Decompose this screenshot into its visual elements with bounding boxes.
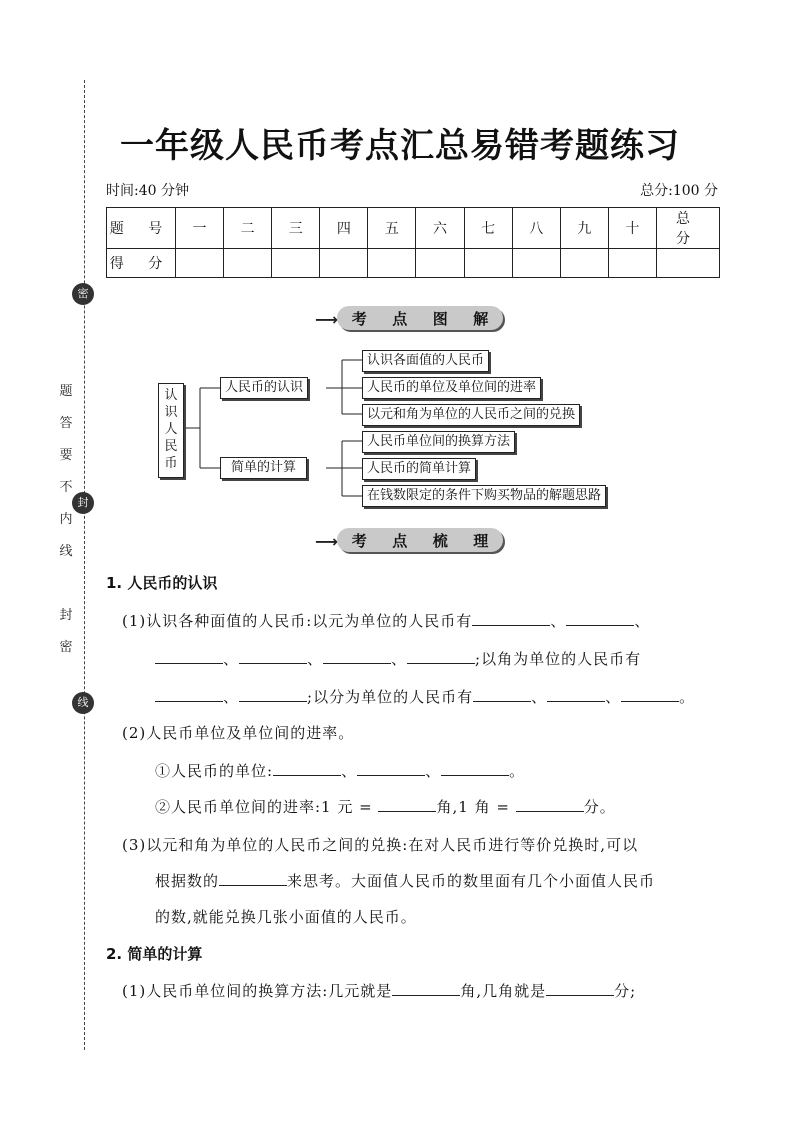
mindmap-branch-calculation: 简单的计算 <box>220 457 307 479</box>
banner-char: 考 <box>351 532 367 550</box>
total-col: 总 分 <box>657 208 720 249</box>
binding-mark-feng: 封 <box>72 492 94 514</box>
answer-blank[interactable] <box>357 761 425 776</box>
banner-char: 点 <box>392 532 408 550</box>
s1-p2-rates: ②人民币单位间的进率:1 元 = 角,1 角 = 分。 <box>155 798 616 816</box>
mindmap-root: 认 识 人 民 币 <box>158 383 184 478</box>
s1-p2-units: ①人民币的单位: 、 、 。 <box>155 762 526 780</box>
banner-char: 图 <box>432 310 448 328</box>
section-2-title: 2. 简单的计算 <box>106 945 203 963</box>
col-10: 十 <box>608 208 656 249</box>
binding-mark-mi: 密 <box>72 283 94 305</box>
mindmap-item: 在钱数限定的条件下购买物品的解题思路 <box>362 485 606 507</box>
answer-blank[interactable] <box>155 687 223 702</box>
answer-blank[interactable] <box>473 687 531 702</box>
total-score-label: 总分:100 分 <box>640 183 718 199</box>
s1-p3-line3: 的数,就能兑换几张小面值的人民币。 <box>155 908 417 926</box>
mindmap-item: 以元和角为单位的人民币之间的兑换 <box>362 404 580 426</box>
banner-char: 解 <box>473 310 489 328</box>
s2-p1: (1)人民币单位间的换算方法:几元就是 角,几角就是 分; <box>122 982 637 1000</box>
banner-char: 梳 <box>432 532 448 550</box>
col-8: 八 <box>512 208 560 249</box>
s1-p3-line2: 根据数的 来思考。大面值人民币的数里面有几个小面值人民币 <box>155 872 656 890</box>
s1-p1-line3: 、 ;以分为单位的人民币有 、 、 。 <box>155 686 695 707</box>
col-4: 四 <box>320 208 368 249</box>
s1-p2: (2)人民币单位及单位间的进率。 <box>122 724 355 742</box>
answer-blank[interactable] <box>441 761 509 776</box>
answer-blank[interactable] <box>621 687 679 702</box>
mindmap-item: 人民币单位间的换算方法 <box>362 431 515 453</box>
answer-blank[interactable] <box>516 797 584 812</box>
time-label: 时间:40 分钟 <box>106 183 189 199</box>
answer-blank[interactable] <box>155 649 223 664</box>
answer-blank[interactable] <box>547 687 605 702</box>
col-6: 六 <box>416 208 464 249</box>
banner-char: 考 <box>351 310 367 328</box>
answer-blank[interactable] <box>239 649 307 664</box>
answer-blank[interactable] <box>378 797 436 812</box>
s1-p1-line1: (1)认识各种面值的人民币:以元为单位的人民币有 、 、 <box>122 612 651 630</box>
col-7: 七 <box>464 208 512 249</box>
answer-blank[interactable] <box>392 981 460 996</box>
page-title: 一年级人民币考点汇总易错考题练习 <box>120 126 680 166</box>
arrow-icon: ⟶ <box>315 532 338 551</box>
col-1: 一 <box>176 208 224 249</box>
col-3: 三 <box>272 208 320 249</box>
score-label: 得 分 <box>107 249 176 278</box>
col-9: 九 <box>560 208 608 249</box>
mindmap-item: 人民币的单位及单位间的进率 <box>362 377 541 399</box>
banner-key-points <box>315 528 505 554</box>
answer-blank[interactable] <box>323 649 391 664</box>
mindmap-item: 人民币的简单计算 <box>362 458 476 480</box>
mindmap-branch-recognition: 人民币的认识 <box>220 377 308 399</box>
s1-p3-line1: (3)以元和角为单位的人民币之间的兑换:在对人民币进行等价兑换时,可以 <box>122 836 639 854</box>
banner-char: 理 <box>473 532 489 550</box>
arrow-icon: ⟶ <box>315 310 338 329</box>
answer-blank[interactable] <box>472 611 550 626</box>
answer-blank[interactable] <box>546 981 614 996</box>
binding-mark-xian: 线 <box>72 692 94 714</box>
question-number-label: 题 号 <box>107 208 176 249</box>
answer-blank[interactable] <box>273 761 341 776</box>
mindmap-item: 认识各面值的人民币 <box>362 350 489 372</box>
col-5: 五 <box>368 208 416 249</box>
answer-blank[interactable] <box>407 649 475 664</box>
s1-p1-line2: 、 、 、 ;以角为单位的人民币有 <box>155 648 641 669</box>
answer-blank[interactable] <box>239 687 307 702</box>
banner-char: 点 <box>392 310 408 328</box>
answer-blank[interactable] <box>219 871 287 886</box>
section-1-title: 1. 人民币的认识 <box>106 574 218 592</box>
binding-vertical-text: 题 答 要 不 内 线 封 密 <box>59 384 73 655</box>
col-2: 二 <box>224 208 272 249</box>
answer-blank[interactable] <box>566 611 634 626</box>
